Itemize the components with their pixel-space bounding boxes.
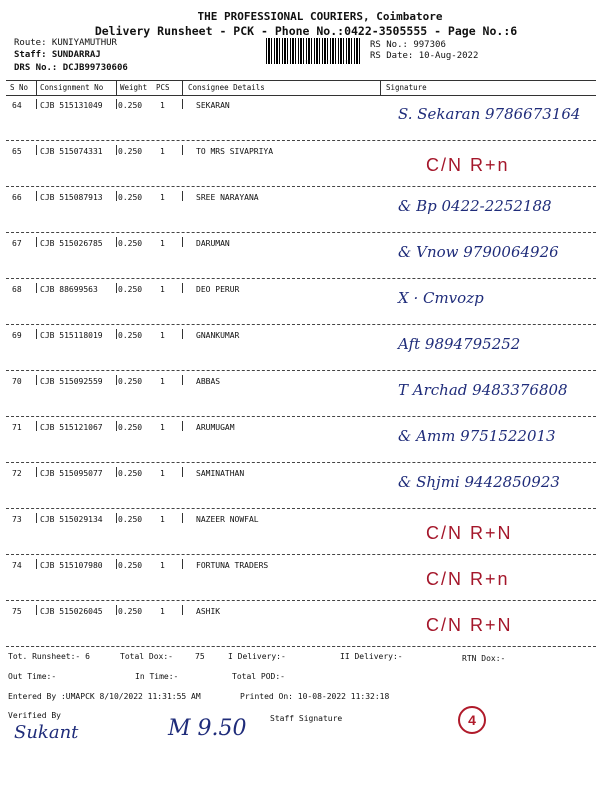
row-sno: 72 [12,469,22,478]
row-consignee: DEO PERUR [196,285,240,294]
row-consignee: NAZEER NOWFAL [196,515,259,524]
row-sno: 64 [12,101,22,110]
row-signature: & Vnow 9790064926 [398,243,559,261]
cell-divider [36,329,37,339]
row-weight: 0.250 [118,469,143,478]
table-row [6,95,596,141]
row-consignment-no: CJB 515118019 [40,331,103,340]
table-row [6,325,596,371]
row-consignee: ABBAS [196,377,221,386]
cell-divider [116,145,117,155]
cell-divider [36,99,37,109]
row-pcs: 1 [160,331,165,340]
row-consignment-no: CJB 515107980 [40,561,103,570]
table-row [6,371,596,417]
cell-divider [36,605,37,615]
row-consignee: TO MRS SIVAPRIYA [196,147,274,156]
row-weight: 0.250 [118,147,143,156]
row-pcs: 1 [160,561,165,570]
row-signature: & Shjmi 9442850923 [398,473,560,491]
table-row [6,555,596,601]
row-signature: C/N R+N [426,615,513,635]
cell-divider [36,237,37,247]
cell-divider [116,513,117,523]
cell-divider [36,191,37,201]
row-pcs: 1 [160,469,165,478]
row-weight: 0.250 [118,331,143,340]
row-weight: 0.250 [118,101,143,110]
table-row [6,463,596,509]
cell-divider [116,467,117,477]
cell-divider [182,421,183,431]
cell-divider [36,513,37,523]
cell-divider [36,467,37,477]
verified-by-label: Verified By [8,711,61,720]
table-row [6,279,596,325]
col-pcs: PCS [156,83,170,92]
col-consignment: Consignment No [40,83,104,92]
row-pcs: 1 [160,239,165,248]
row-consignment-no: CJB 515026045 [40,607,103,616]
row-signature: C/N R+n [426,155,510,175]
row-signature: & Bp 0422-2252188 [398,197,552,215]
table-row [6,233,596,279]
cell-divider [182,559,183,569]
table-row [6,509,596,555]
row-signature: X · Cmvozp [398,289,484,307]
row-consignee: SAMINATHAN [196,469,245,478]
row-weight: 0.250 [118,423,143,432]
col-weight: Weight [120,83,148,92]
cell-divider [182,237,183,247]
footer-divider [6,646,596,647]
row-pcs: 1 [160,423,165,432]
row-weight: 0.250 [118,285,143,294]
row-sno: 69 [12,331,22,340]
staff-handwritten-signature: M 9.50 [168,716,247,741]
row-weight: 0.250 [118,561,143,570]
row-sno: 73 [12,515,22,524]
row-signature: T Archad 9483376808 [398,381,568,399]
cell-divider [116,237,117,247]
row-pcs: 1 [160,147,165,156]
cell-divider [116,99,117,109]
ii-delivery: II Delivery:- [340,652,403,661]
cell-divider [36,283,37,293]
row-consignee: SEKARAN [196,101,230,110]
row-weight: 0.250 [118,515,143,524]
total-pod: Total POD:- [232,672,285,681]
row-pcs: 1 [160,607,165,616]
table-header [6,80,596,96]
row-sno: 71 [12,423,22,432]
cell-divider [182,145,183,155]
cell-divider [182,375,183,385]
row-consignment-no: CJB 515095077 [40,469,103,478]
rs-date: RS Date: 10-Aug-2022 [370,51,479,61]
in-time: In Time:- [135,672,179,681]
staff-label: Staff: SUNDARRAJ [14,50,101,60]
row-pcs: 1 [160,285,165,294]
drs-number: DRS No.: DCJB99730606 [14,63,128,73]
company-title: THE PROFESSIONAL COURIERS, Coimbatore [197,10,443,23]
row-weight: 0.250 [118,193,143,202]
route-label: Route: KUNIYAMUTHUR [14,38,117,48]
row-consignee: DARUMAN [196,239,230,248]
cell-divider [116,605,117,615]
printed-on: Printed On: 10-08-2022 11:32:18 [240,692,390,701]
row-consignment-no: CJB 88699563 [40,285,98,294]
cell-divider [116,329,117,339]
cell-divider [182,467,183,477]
row-consignment-no: CJB 515074331 [40,147,103,156]
rtn-dox: RTN Dox:- [462,654,506,663]
row-consignment-no: CJB 515121067 [40,423,103,432]
col-consignee: Consignee Details [188,83,265,92]
row-consignment-no: CJB 515087913 [40,193,103,202]
cell-divider [36,375,37,385]
row-signature: Aft 9894795252 [398,335,521,353]
cell-divider [182,513,183,523]
table-row [6,601,596,647]
row-consignee: GNANKUMAR [196,331,240,340]
table-row [6,187,596,233]
row-pcs: 1 [160,377,165,386]
row-sno: 65 [12,147,22,156]
cell-divider [182,329,183,339]
total-dox-value: 75 [195,652,205,661]
tot-runsheet: Tot. Runsheet:- 6 [8,652,90,661]
cell-divider [36,559,37,569]
total-dox-label: Total Dox:- [120,652,173,661]
col-sno: S No [10,83,29,92]
row-signature: C/N R+n [426,569,510,589]
row-consignee: FORTUNA TRADERS [196,561,269,570]
row-consignment-no: CJB 515029134 [40,515,103,524]
cell-divider [116,559,117,569]
cell-divider [182,283,183,293]
row-pcs: 1 [160,101,165,110]
row-consignee: ASHIK [196,607,221,616]
row-weight: 0.250 [118,377,143,386]
row-pcs: 1 [160,193,165,202]
cell-divider [116,191,117,201]
cell-divider [116,375,117,385]
row-sno: 74 [12,561,22,570]
row-consignee: ARUMUGAM [196,423,235,432]
row-consignee: SREE NARAYANA [196,193,259,202]
row-sno: 66 [12,193,22,202]
cell-divider [182,99,183,109]
col-signature: Signature [386,83,427,92]
row-sno: 68 [12,285,22,294]
cell-divider [116,421,117,431]
row-sno: 70 [12,377,22,386]
cell-divider [116,283,117,293]
rs-number: RS No.: 997306 [370,40,446,50]
row-sno: 75 [12,607,22,616]
entered-by: Entered By :UMAPCK 8/10/2022 11:31:55 AM [8,692,201,701]
row-sno: 67 [12,239,22,248]
cell-divider [182,191,183,201]
row-pcs: 1 [160,515,165,524]
row-signature: S. Sekaran 9786673164 [398,105,581,123]
barcode [266,38,362,64]
row-consignment-no: CJB 515026785 [40,239,103,248]
row-weight: 0.250 [118,607,143,616]
row-consignment-no: CJB 515131049 [40,101,103,110]
verified-signature: Sukant [14,722,79,743]
out-time: Out Time:- [8,672,57,681]
staff-signature-label: Staff Signature [270,714,343,723]
cell-divider [182,605,183,615]
page-circle-mark: 4 [458,706,486,734]
row-signature: C/N R+N [426,523,513,543]
cell-divider [36,145,37,155]
row-consignment-no: CJB 515092559 [40,377,103,386]
table-row [6,417,596,463]
runsheet-subtitle: Delivery Runsheet - PCK - Phone No.:0422-3505555 - Page No.:6 [94,24,518,38]
i-delivery: I Delivery:- [228,652,286,661]
table-row [6,141,596,187]
row-weight: 0.250 [118,239,143,248]
row-signature: & Amm 9751522013 [398,427,556,445]
cell-divider [36,421,37,431]
